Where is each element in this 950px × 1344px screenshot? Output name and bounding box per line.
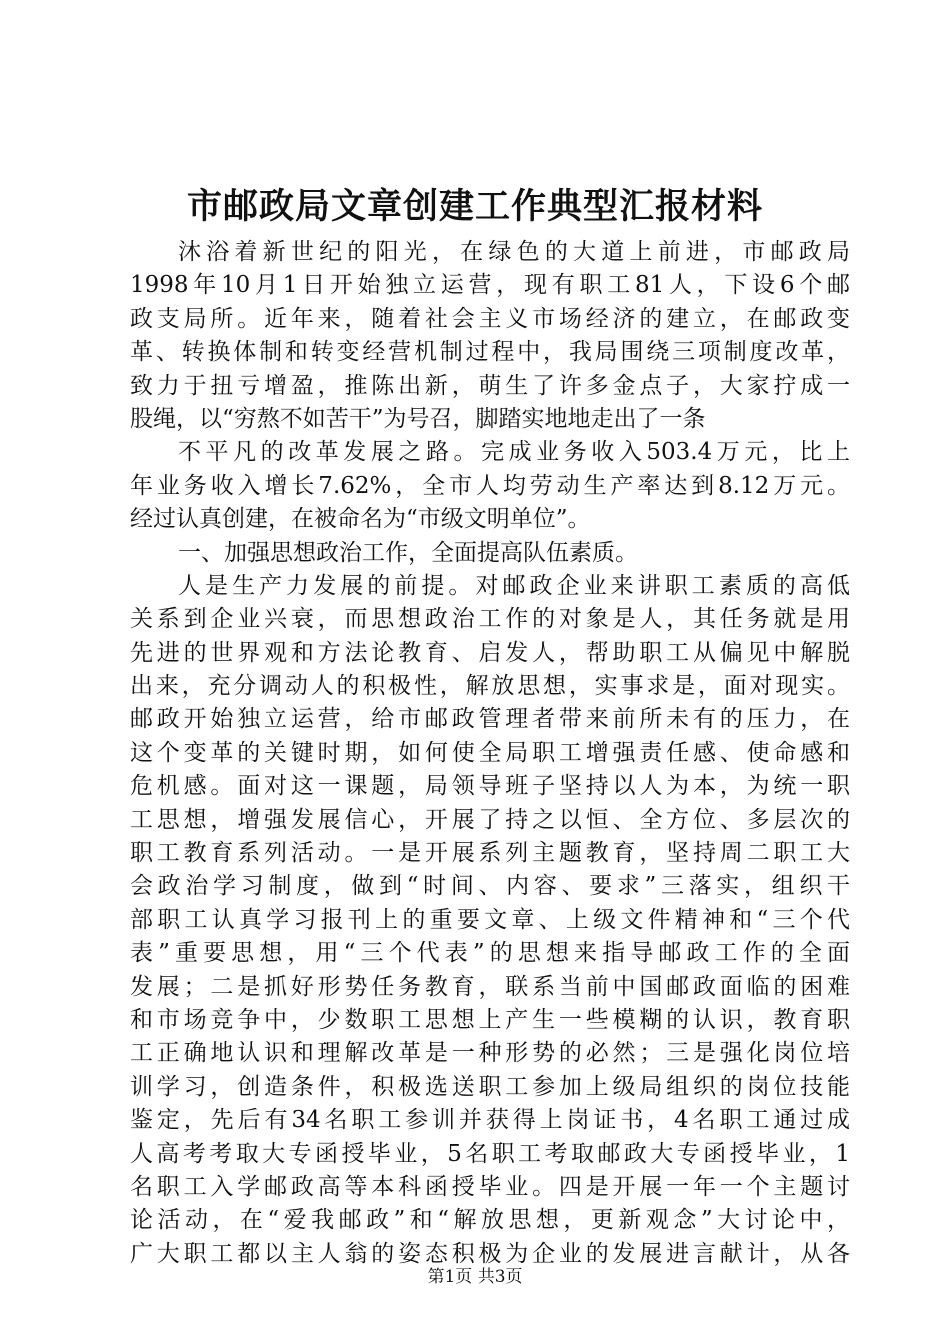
- text-line: 会政治学习制度，做到“时间、内容、要求”三落实，组织干: [130, 873, 850, 900]
- text-line: 股绳，以“穷熬不如苦干”为号召，脚踏实地地走出了一条: [130, 405, 706, 432]
- text-line: 名职工入学邮政高等本科函授毕业。四是开展一年一个主题讨: [130, 1173, 850, 1200]
- text-line: 发展；二是抓好形势任务教育，联系当前中国邮政面临的困难: [130, 973, 850, 1000]
- text-line: 和市场竞争中，少数职工思想上产生一些模糊的认识，教育职: [130, 1006, 850, 1033]
- text-line: 政支局所。近年来，随着社会主义市场经济的建立，在邮政变: [130, 305, 850, 332]
- text-line: 这个变革的关键时期，如何使全局职工增强责任感、使命感和: [130, 739, 850, 766]
- body-text: [130, 236, 850, 1271]
- page-title: 市邮政局文章创建工作典型汇报材料: [186, 186, 763, 227]
- text-line: 训学习，创造条件，积极选送职工参加上级局组织的岗位技能: [130, 1073, 850, 1100]
- text-line: 经过认真创建，在被命名为“市级文明单位”。: [130, 506, 591, 533]
- text-line: 革、转换体制和转变经营机制过程中，我局围绕三项制度改革，: [130, 339, 850, 366]
- text-line: 部职工认真学习报刊上的重要文章、上级文件精神和“三个代: [130, 906, 850, 933]
- text-line: 鉴定，先后有34名职工参训并获得上岗证书，4名职工通过成: [130, 1107, 850, 1134]
- text-line: 工正确地认识和理解改革是一种形势的必然；三是强化岗位培: [130, 1040, 850, 1067]
- text-line: 年业务收入增长7.62%，全市人均劳动生产率达到8.12万元。: [130, 472, 850, 499]
- text-line: 邮政开始独立运营，给市邮政管理者带来前所未有的压力，在: [130, 706, 850, 733]
- text-line: 人是生产力发展的前提。对邮政企业来讲职工素质的高低: [178, 572, 850, 599]
- text-line: 论活动，在“爱我邮政”和“解放思想，更新观念”大讨论中，: [130, 1207, 850, 1234]
- text-line: 先进的世界观和方法论教育、启发人，帮助职工从偏见中解脱: [130, 639, 850, 666]
- text-line: 表”重要思想，用“三个代表”的思想来指导邮政工作的全面: [130, 940, 850, 967]
- text-line: 出来，充分调动人的积极性，解放思想，实事求是，面对现实。: [130, 673, 850, 700]
- text-line: 工思想，增强发展信心，开展了持之以恒、全方位、多层次的: [130, 806, 850, 833]
- text-line: 危机感。面对这一课题，局领导班子坚持以人为本，为统一职: [130, 773, 850, 800]
- text-line: 职工教育系列活动。一是开展系列主题教育，坚持周二职工大: [130, 840, 850, 867]
- text-line: 1998年10月1日开始独立运营，现有职工81人，下设6个邮: [130, 272, 850, 299]
- text-line: 沐浴着新世纪的阳光，在绿色的大道上前进，市邮政局: [178, 239, 850, 265]
- text-line: 广大职工都以主人翁的姿态积极为企业的发展进言献计，从各: [130, 1240, 850, 1267]
- text-line: 不平凡的改革发展之路。完成业务收入503.4万元，比上: [178, 439, 850, 466]
- section-heading: 一、加强思想政治工作，全面提高队伍素质。: [178, 539, 638, 566]
- page-footer: 第1页 共3页: [427, 1267, 523, 1287]
- text-line: 关系到企业兴衰，而思想政治工作的对象是人，其任务就是用: [130, 606, 850, 633]
- text-line: 致力于扭亏增盈，推陈出新，萌生了许多金点子，大家拧成一: [130, 372, 850, 399]
- text-line: 人高考考取大专函授毕业，5名职工考取邮政大专函授毕业，1: [130, 1140, 850, 1167]
